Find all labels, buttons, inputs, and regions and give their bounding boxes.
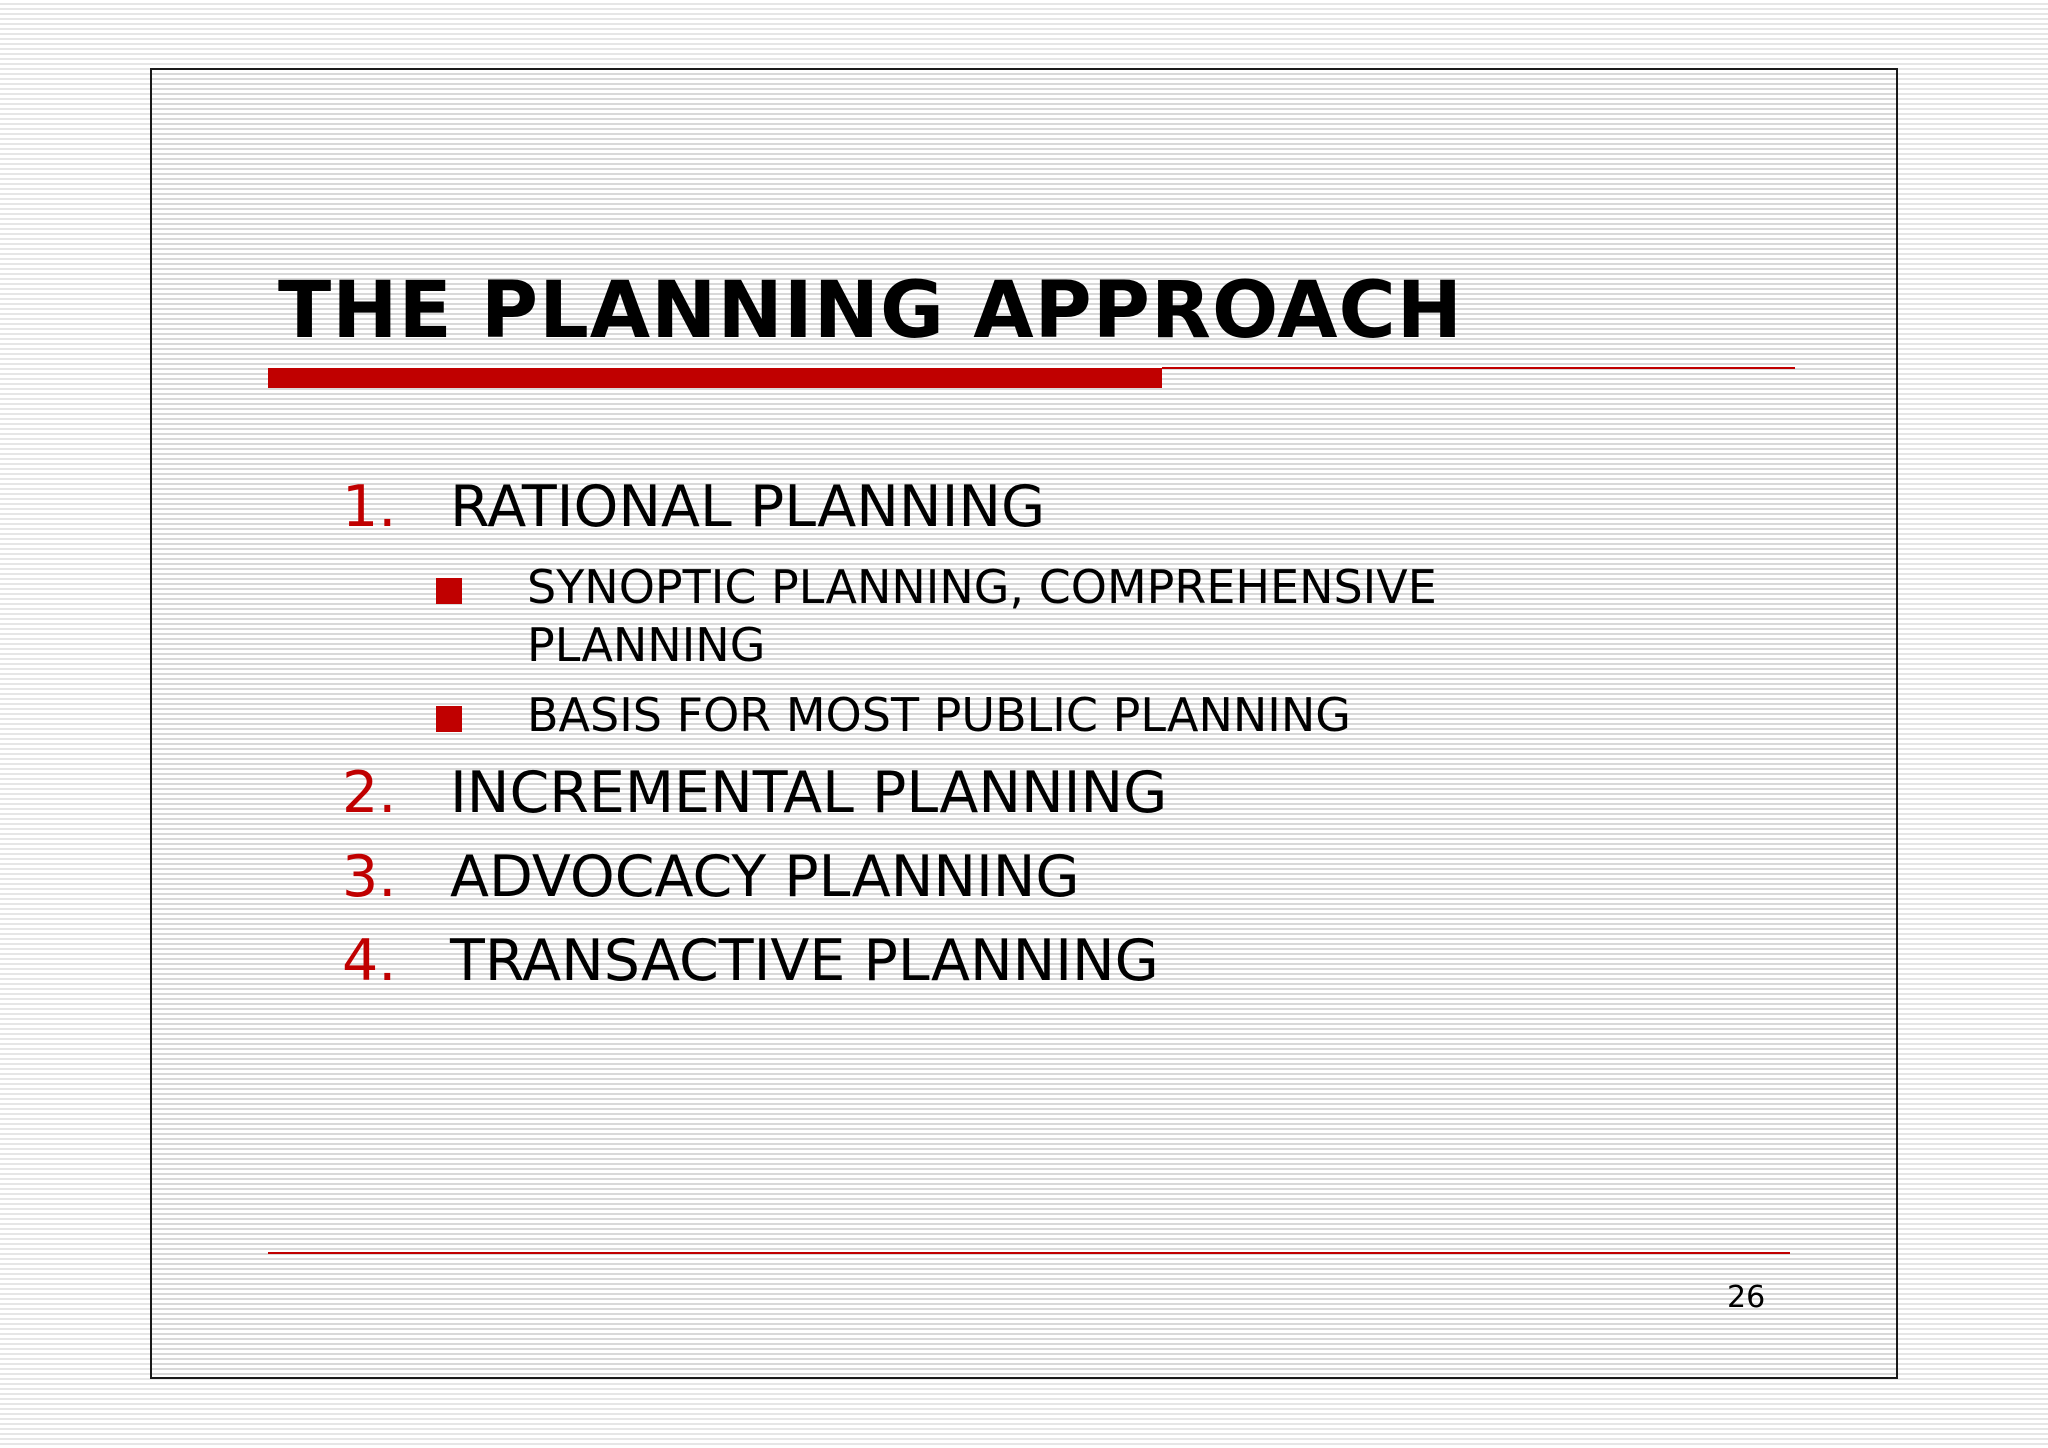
slide-title: THE PLANNING APPROACH [278,266,1464,356]
square-bullet-icon [436,706,462,732]
sub-list-item [436,686,1567,744]
square-bullet-icon [436,578,462,604]
list-item-label: TRANSACTIVE PLANNING [450,928,1159,994]
list-item-transactive-planning [342,928,1159,994]
list-number: 1. [342,474,397,540]
sub-list-item-label: SYNOPTIC PLANNING, COMPREHENSIVE PLANNING [527,560,1437,672]
list-item-label: INCREMENTAL PLANNING [450,760,1168,826]
list-item-rational-planning [342,474,1045,540]
list-item-incremental-planning [342,760,1167,826]
sub-list-item [436,558,1567,674]
list-number: 4. [342,928,397,994]
slide-content [152,70,1896,1377]
list-number: 2. [342,760,397,826]
footer-divider [268,1252,1790,1254]
list-number: 3. [342,844,397,910]
slide [150,68,1898,1379]
list-item-label: RATIONAL PLANNING [450,474,1046,540]
list-item-label: ADVOCACY PLANNING [450,844,1080,910]
page-number: 26 [1727,1280,1766,1315]
sub-list-item-label: BASIS FOR MOST PUBLIC PLANNING [527,688,1351,742]
list-item-advocacy-planning [342,844,1080,910]
